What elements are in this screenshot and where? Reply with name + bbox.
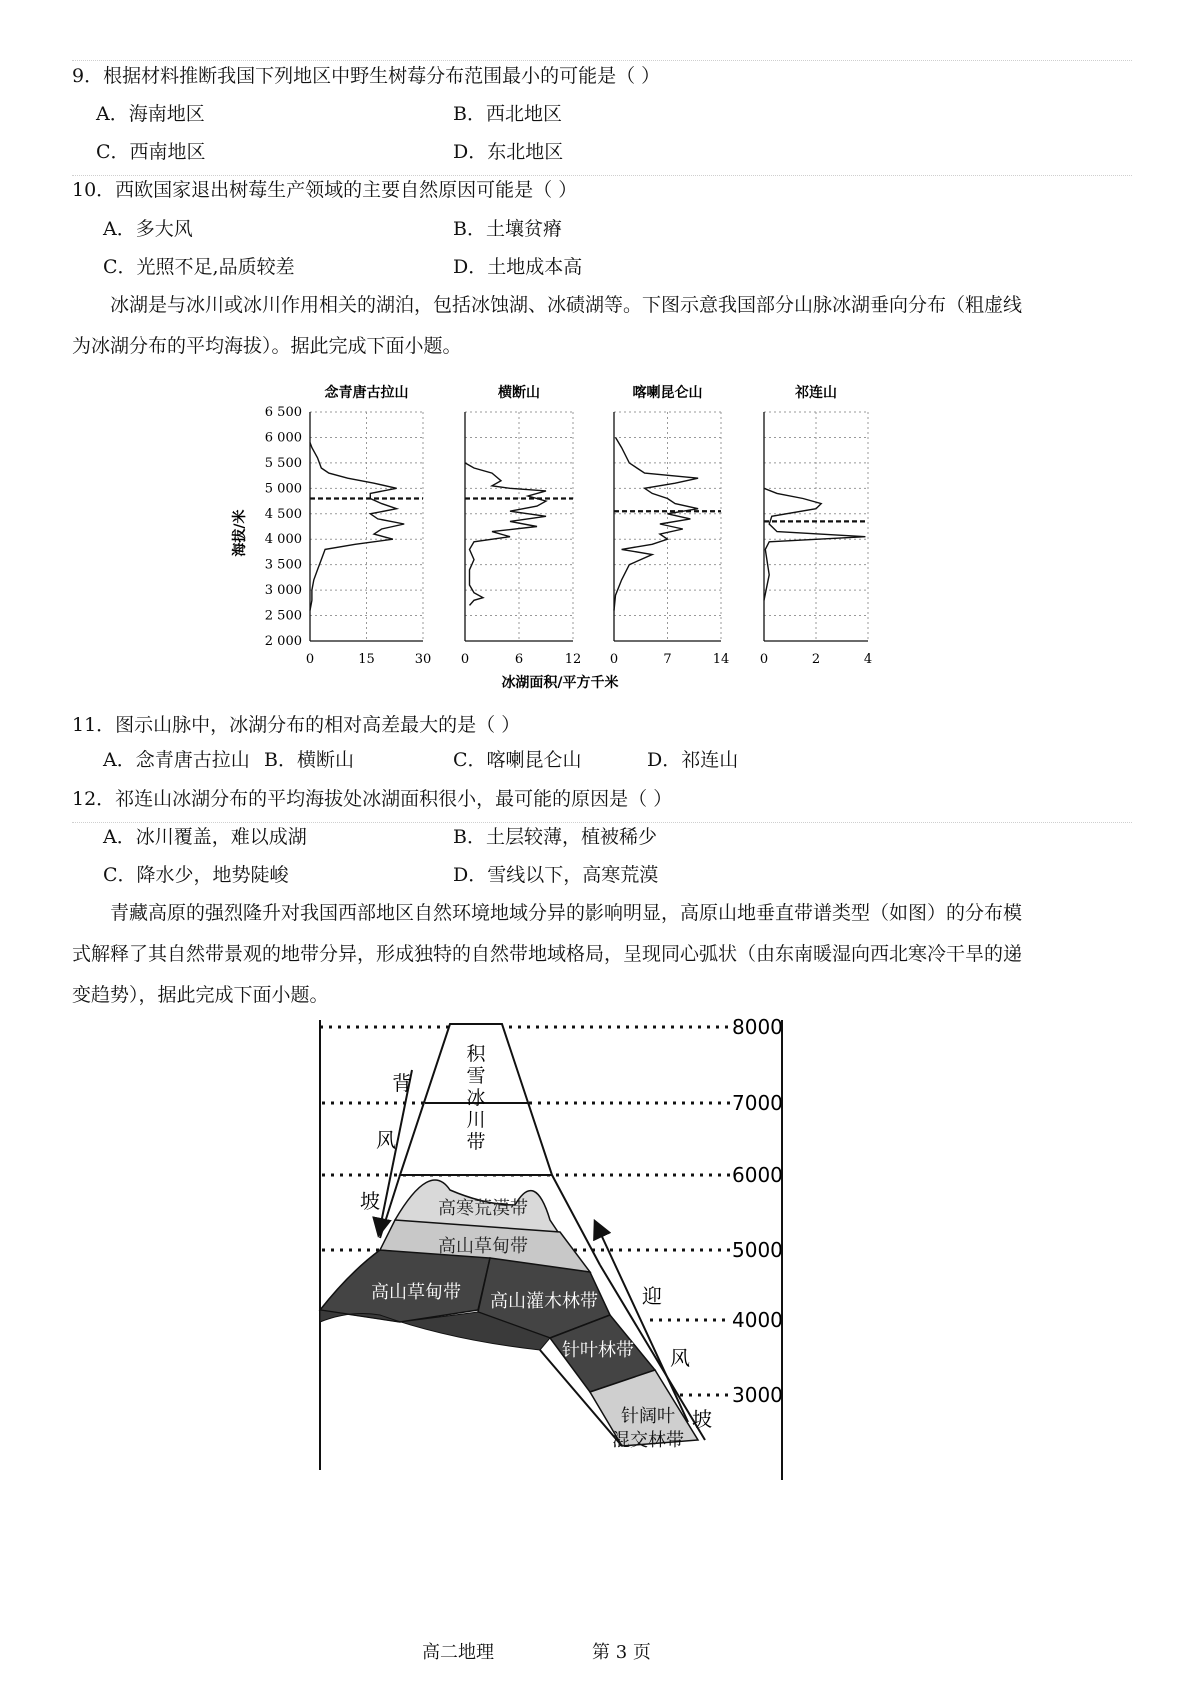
leeward-char-3: 坡	[360, 1189, 380, 1213]
y-tick-label: 3 000	[264, 583, 302, 599]
q10-option-d: D．土地成本高	[453, 256, 583, 278]
windward-char-1: 迎	[642, 1284, 662, 1308]
x-tick-label: 15	[358, 652, 375, 667]
altitude-label-3000: 3000	[732, 1383, 783, 1407]
alpine-shrub-label: 高山灌木林带	[490, 1291, 598, 1312]
windward-char-2: 风	[670, 1346, 690, 1370]
question-10-stem: 10．西欧国家退出树莓生产领域的主要自然原因可能是（ ）	[72, 179, 578, 201]
chart-panels	[306, 384, 872, 667]
intro-line: 变趋势），据此完成下面小题。	[72, 984, 329, 1006]
x-tick-label: 0	[759, 652, 769, 667]
altitude-label-7000: 7000	[732, 1091, 783, 1115]
leeward-char-1: 背	[392, 1071, 412, 1095]
q12-option-d: D．雪线以下，高寒荒漠	[453, 864, 659, 886]
q11-option-d: D．祁连山	[647, 749, 739, 771]
q11-option-b: B．横断山	[264, 749, 354, 771]
chart-panel	[306, 384, 431, 667]
y-tick-label: 5 000	[264, 481, 302, 497]
intro-paragraph-plateau	[72, 893, 1134, 1016]
glacial-lake-area-line	[310, 443, 404, 611]
altitude-label-4000: 4000	[732, 1308, 783, 1332]
q9-option-d: D．东北地区	[453, 141, 564, 163]
panel-title: 横断山	[498, 385, 540, 401]
q12-option-c: C．降水少，地势陡峻	[103, 864, 289, 886]
panel-title: 念青唐古拉山	[324, 385, 409, 401]
x-tick-label: 14	[712, 652, 730, 667]
y-tick-label: 2 500	[264, 608, 302, 624]
ylabel: 海拔/米	[232, 509, 248, 557]
y-tick-label: 4 000	[264, 532, 302, 548]
q11-option-c: C．喀喇昆仑山	[453, 749, 582, 771]
snow-belt-char: 雪	[466, 1065, 486, 1087]
divider	[72, 175, 1132, 176]
q10-option-a: A．多大风	[103, 218, 193, 240]
x-tick-label: 0	[305, 652, 315, 667]
q12-option-a: A．冰川覆盖，难以成湖	[103, 826, 307, 848]
question-9-stem: 9．根据材料推断我国下列地区中野生树莓分布范围最小的可能是（ ）	[72, 65, 661, 87]
leeward-char-2: 风	[376, 1128, 396, 1152]
mixed-forest-label-1: 针阔叶	[621, 1406, 675, 1427]
footer-subject: 高二地理	[422, 1642, 494, 1663]
x-tick-label: 7	[663, 652, 672, 667]
snow-belt-char: 带	[466, 1131, 486, 1153]
y-tick-label: 3 500	[264, 557, 302, 573]
q10-option-c: C．光照不足,品质较差	[103, 256, 295, 278]
glacial-lake-chart	[230, 375, 910, 695]
x-tick-label: 4	[863, 652, 873, 667]
coniferous-forest-label: 针叶林带	[562, 1340, 634, 1361]
x-tick-label: 0	[609, 652, 619, 667]
footer-page-number: 第 3 页	[592, 1642, 651, 1663]
intro-line: 冰湖是与冰川或冰川作用相关的湖泊，包括冰蚀湖、冰碛湖等。下图示意我国部分山脉冰湖垂向分布（粗虚线	[110, 294, 1023, 316]
glacial-lake-area-line	[764, 488, 865, 600]
question-12-stem: 12．祁连山冰湖分布的平均海拔处冰湖面积很小，最可能的原因是（ ）	[72, 788, 673, 810]
x-tick-label: 6	[514, 652, 524, 667]
glacial-lake-area-line	[465, 463, 546, 606]
panel-title: 祁连山	[795, 385, 837, 401]
xlabel: 冰湖面积/平方千米	[501, 675, 619, 691]
altitude-label-8000: 8000	[732, 1015, 783, 1039]
vertical-belt-diagram	[300, 1010, 820, 1490]
alpine-meadow-left-label: 高山草甸带	[371, 1282, 461, 1303]
intro-line: 青藏高原的强烈隆升对我国西部地区自然环境地域分异的影响明显，高原山地垂直带谱类型（如图）的分布模	[110, 902, 1023, 924]
panel-title: 喀喇昆仑山	[632, 385, 703, 401]
mixed-forest-label-2: 混交林带	[612, 1430, 684, 1451]
y-tick-label: 2 000	[264, 634, 302, 649]
q12-option-b: B．土层较薄，植被稀少	[453, 826, 657, 848]
windward-char-3: 坡	[692, 1407, 712, 1431]
chart-panel	[461, 384, 581, 667]
q9-option-c: C．西南地区	[96, 141, 206, 163]
q9-option-a: A．海南地区	[96, 103, 205, 125]
snow-belt-char: 川	[466, 1109, 486, 1131]
snow-belt-char: 积	[466, 1043, 486, 1065]
y-tick-label: 5 500	[264, 455, 302, 471]
q10-option-b: B．土壤贫瘠	[453, 218, 562, 240]
chart-panel	[760, 384, 872, 667]
intro-line: 为冰湖分布的平均海拔）。据此完成下面小题。	[72, 335, 462, 357]
y-tick-label: 6 000	[264, 430, 302, 446]
question-11-stem: 11．图示山脉中，冰湖分布的相对高差最大的是（ ）	[72, 714, 521, 736]
y-axis	[265, 405, 302, 649]
divider	[72, 822, 1132, 823]
chart-panel	[610, 384, 729, 667]
intro-line: 式解释了其自然带景观的地带分异，形成独特的自然带地域格局，呈现同心弧状（由东南暖湿向西北寒冷干旱的递	[72, 943, 1023, 965]
altitude-label-5000: 5000	[732, 1238, 783, 1262]
y-tick-label: 4 500	[264, 506, 302, 522]
y-tick-label: 6 500	[264, 405, 302, 420]
x-tick-label: 12	[564, 652, 582, 667]
x-tick-label: 0	[460, 652, 470, 667]
alpine-desert-label: 高寒荒漠带	[438, 1198, 528, 1219]
x-tick-label: 2	[811, 652, 821, 667]
x-tick-label: 30	[414, 652, 432, 667]
intro-paragraph-glacial-lakes	[72, 285, 1134, 367]
altitude-label-6000: 6000	[732, 1163, 783, 1187]
q9-option-b: B．西北地区	[453, 103, 562, 125]
alpine-meadow-top-label: 高山草甸带	[438, 1236, 528, 1257]
divider	[72, 60, 1132, 61]
snow-belt-char: 冰	[466, 1087, 486, 1109]
q11-option-a: A．念青唐古拉山	[103, 749, 250, 771]
